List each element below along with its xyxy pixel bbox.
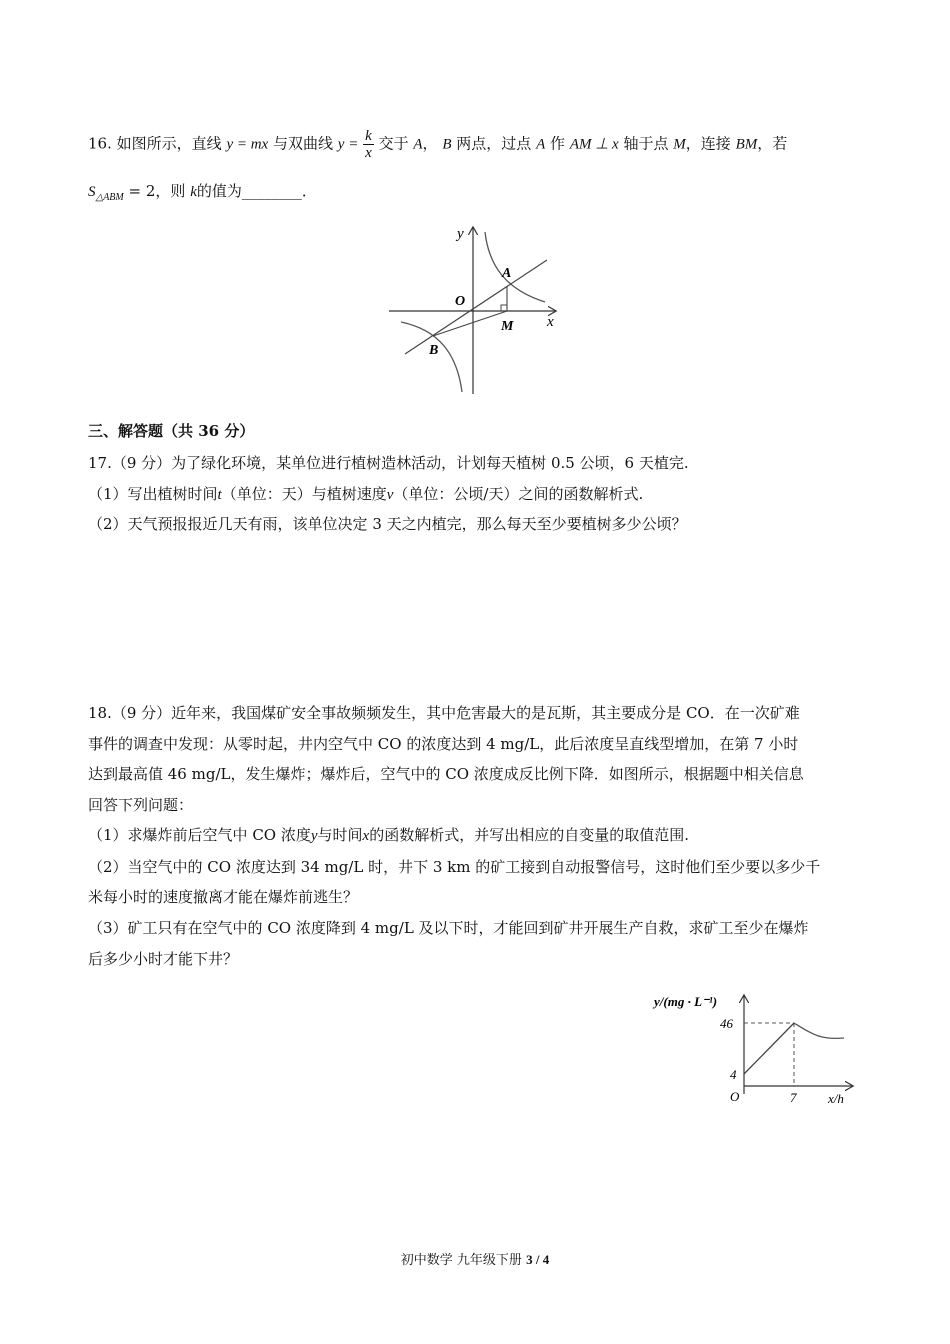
q18-part2-b: 米每小时的速度撤离才能在爆炸前逃生？ [88,888,359,906]
q17-part1: （1）写出植树时间t（单位：天）与植树速度v（单位：公顷/天）之间的函数解析式. [88,485,644,503]
q17-part2: （2）天气预报报近几天有雨，该单位决定 3 天之内植完，那么每天至少要植树多少公顷？ [88,515,687,533]
q16-figure [385,222,565,398]
graph-y-label: y/(mg · L⁻¹) [654,994,718,1009]
label-B: B [429,343,439,358]
inverse-curve [794,1023,844,1038]
q17-stem: 17.（9 分）为了绿化环境，某单位进行植树造林活动，计划每天植树 0.5 公顷，6 天植完. [88,454,689,472]
label-x: x [547,314,554,330]
q16-line2: $S_{\triangle ABM} = 2$，则 k的值为________． [88,182,317,203]
label-A: A [502,266,512,281]
q18-part1: （1）求爆炸前后空气中 CO 浓度y与时间x的函数解析式，并写出相应的自变量的取值范围. [88,826,689,844]
graph-tick-7: 7 [790,1090,797,1105]
label-O: O [455,294,466,309]
hyperbola-fraction: $\frac{k}{x}$ [365,128,372,161]
section-heading: 三、解答题（共 36 分） [88,422,255,440]
label-y: y [457,226,464,242]
q18-line1: 18.（9 分）近年来，我国煤矿安全事故频频发生，其中危害最大的是瓦斯，其主要成分是 CO．在一次矿难 [88,704,800,722]
q16-line1: 16. 如图所示，直线 y = mx 与双曲线 y = $\frac{k}{x}$ 交于 A， B 两点，过点 A 作 AM ⊥ x 轴于点 M，连接 BM，若 [88,128,788,161]
graph-origin: O [730,1089,740,1104]
page-footer: 初中数学 九年级下册 3 / 4 [400,1252,550,1268]
q18-part3-a: （3）矿工只有在空气中的 CO 浓度降到 4 mg/L 及以下时，才能回到矿井开展生产自救，求矿工至少在爆炸 [88,919,809,937]
graph-tick-4: 4 [730,1067,737,1082]
q18-line2: 事件的调查中发现：从零时起，井内空气中 CO 的浓度达到 4 mg/L，此后浓度呈直线型增加，在第 7 小时 [88,735,799,753]
line-ymx [405,260,547,354]
q18-graph [652,990,862,1112]
q18-line3: 达到最高值 46 mg/L，发生爆炸；爆炸后，空气中的 CO 浓度成反比例下降．如图所示，根据题中相关信息 [88,765,804,783]
linear-segment [744,1023,794,1074]
graph-x-label: x/h [828,1091,844,1106]
label-M: M [501,319,514,334]
q18-part3-b: 后多少小时才能下井？ [88,950,239,968]
right-angle-mark [501,305,507,311]
q18-part2-a: （2）当空气中的 CO 浓度达到 34 mg/L 时，井下 3 km 的矿工接到自动报警信号，这时他们至少要以多少千 [88,858,821,876]
graph-tick-46: 46 [720,1016,733,1031]
q18-line4: 回答下列问题： [88,796,194,814]
segment-BM [433,311,507,336]
